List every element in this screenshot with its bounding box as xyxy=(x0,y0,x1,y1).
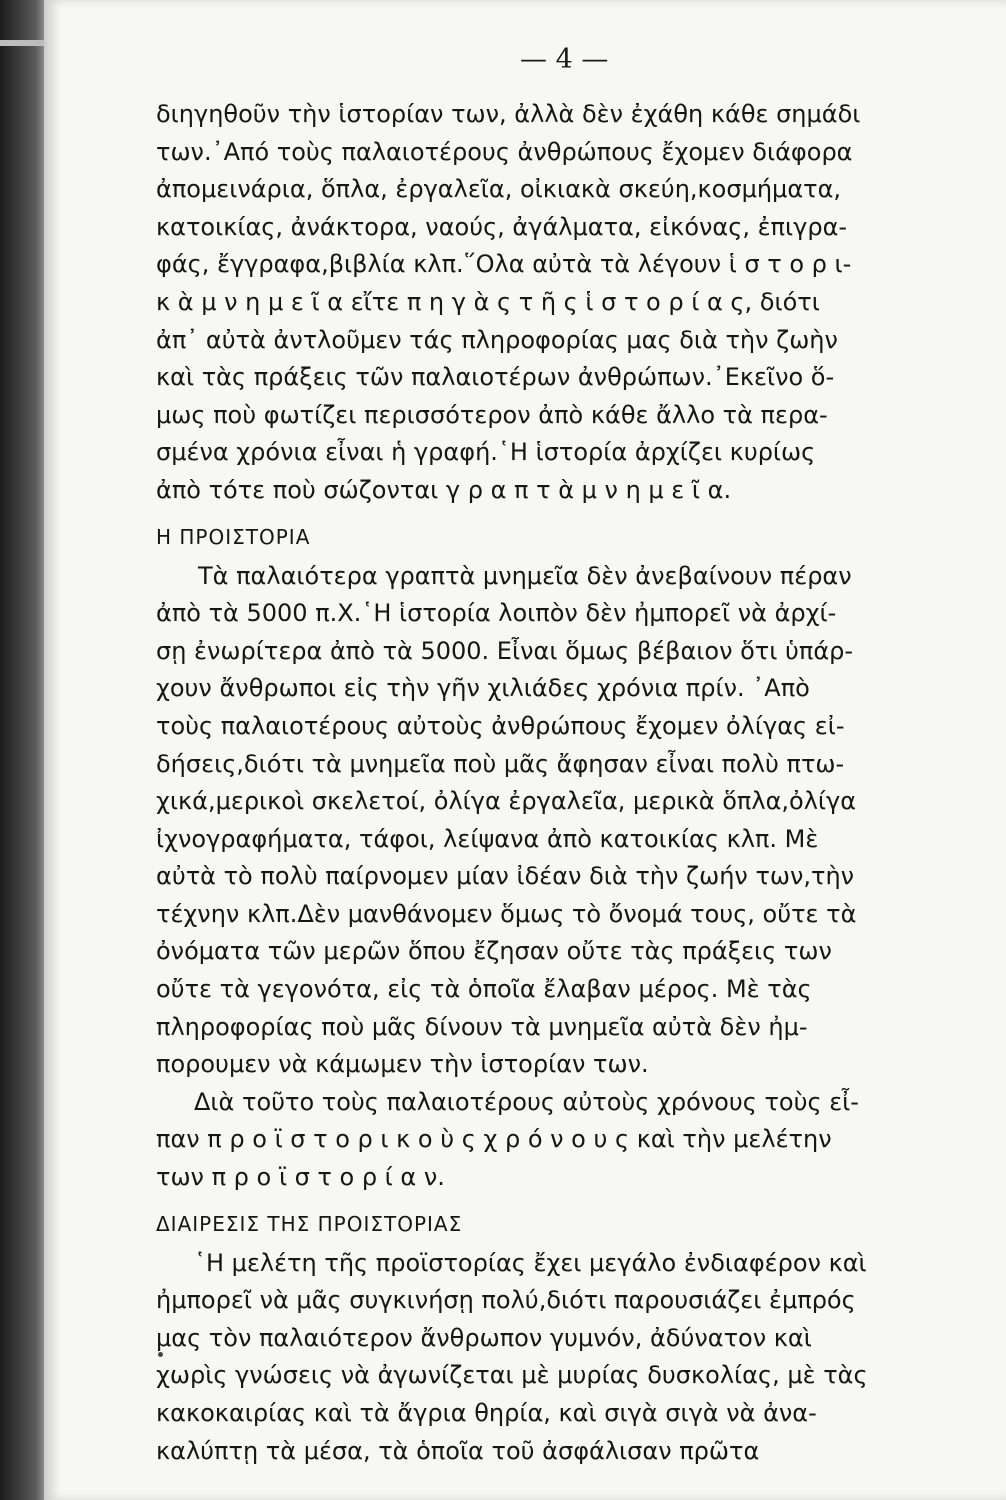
text-line: δήσεις,διότι τὰ μνημεῖα ποὺ μᾶς ἄφησαν εἶναι πολὺ πτω- xyxy=(156,749,845,778)
text-line: των.᾿Από τοὺς παλαιοτέρους ἀνθρώπους ἔχομεν διάφορα xyxy=(156,137,853,166)
text-line: σῃ ἐνωρίτερα ἀπὸ τὰ 5000. Εἶναι ὅμως βέβαιον ὅτι ὑπάρ- xyxy=(156,636,854,665)
binding-fold xyxy=(0,40,44,46)
text-line: πορουμεν νὰ κάμωμεν τὴν ἱστορίαν των. xyxy=(156,1050,649,1079)
text-line: ἀπὸ τὰ 5000 π.Χ.῾Η ἱστορία λοιπὸν δὲν ἠμπορεῖ νὰ ἀρχί- xyxy=(156,599,837,628)
text-line: κατοικίας, ἀνάκτορα, ναούς, ἀγάλματα, εἰκόνας, ἐπιγρα- xyxy=(156,212,848,241)
text-line: πληροφορίας ποὺ μᾶς δίνουν τὰ μνημεῖα αὐτὰ δὲν ἠμ- xyxy=(156,1012,808,1041)
binding-edge xyxy=(0,0,44,1500)
text-line: μως ποὺ φωτίζει περισσότερον ἀπὸ κάθε ἄλλο τὰ περα- xyxy=(156,400,828,429)
text-line: ῾Η μελέτη τῆς προϊστορίας ἔχει μεγάλο ἐνδιαφέρον καὶ xyxy=(194,1248,867,1277)
text-line: καλύπτῃ τὰ μέσα, τὰ ὁποῖα τοῦ ἀσφάλισαν πρῶτα xyxy=(156,1436,760,1465)
body-text xyxy=(156,96,986,1470)
text-line: ἠμπορεῖ νὰ μᾶς συγκινήσῃ πολύ,διότι παρουσιάζει ἐμπρός xyxy=(156,1286,856,1315)
text-line: χουν ἄνθρωποι εἰς τὴν γῆν χιλιάδες χρόνια πρίν. ᾿Απὸ xyxy=(156,674,810,703)
text-line: φάς, ἔγγραφα,βιβλία κλπ.῞Ολα αὐτὰ τὰ λέγουν ἱ σ τ ο ρ ι- xyxy=(156,250,852,279)
text-line: χωρὶς γνώσεις νὰ ἀγωνίζεται μὲ μυρίας δυσκολίας, μὲ τὰς xyxy=(156,1361,868,1390)
text-line: Διὰ τοῦτο τοὺς παλαιοτέρους αὐτοὺς χρόνους τοὺς εἶ- xyxy=(194,1087,859,1116)
text-line: σμένα χρόνια εἶναι ἡ γραφή.῾Η ἱστορία ἀρχίζει κυρίως xyxy=(156,438,816,467)
text-line: τέχνην κλπ.Δὲν μανθάνομεν ὅμως τὸ ὄνομά τους, οὔτε τὰ xyxy=(156,899,857,928)
text-line: των π ρ ο ϊ σ τ ο ρ ί α ν. xyxy=(156,1163,445,1192)
text-line: κακοκαιρίας καὶ τὰ ἄγρια θηρία, καὶ σιγὰ σιγὰ νὰ ἀνα- xyxy=(156,1399,817,1427)
text-line: χικά,μερικοὶ σκελετοί, ὀλίγα ἐργαλεῖα, μερικὰ ὅπλα,ὀλίγα xyxy=(156,787,857,816)
text-line: ἀπομεινάρια, ὅπλα, ἐργαλεῖα, οἰκιακὰ σκεύη,κοσμήματα, xyxy=(156,175,842,204)
text-line: Τὰ παλαιότερα γραπτὰ μνημεῖα δὲν ἀνεβαίνουν πέραν xyxy=(198,561,852,590)
page-number: — 4 — xyxy=(520,44,609,75)
text-line: παν π ρ ο ϊ σ τ ο ρ ι κ ο ὺ ς χ ρ ό ν ο υ ς καὶ τὴν μελέτην xyxy=(156,1125,832,1154)
text-line: αὐτὰ τὸ πολὺ παίρνομεν μίαν ἰδέαν διὰ τὴν ζωήν των,τὴν xyxy=(156,862,855,891)
ink-speck xyxy=(158,1352,163,1357)
text-line: ἰχνογραφήματα, τάφοι, λείψανα ἀπὸ κατοικίας κλπ. Μὲ xyxy=(156,824,819,853)
text-line: καὶ τὰς πράξεις τῶν παλαιοτέρων ἀνθρώπων.᾿Εκεῖνο ὅ- xyxy=(156,363,835,392)
text-line: μας τὸν παλαιότερον ἄνθρωπον γυμνόν, ἀδύνατον καὶ xyxy=(156,1323,812,1352)
text-line: τοὺς παλαιοτέρους αὐτοὺς ἀνθρώπους ἔχομεν ὀλίγας εἰ- xyxy=(156,711,845,740)
text-line: ἀπὸ τότε ποὺ σώζονται γ ρ α π τ ὰ μ ν η μ ε ῖ α. xyxy=(156,475,732,504)
text-line: κ ὰ μ ν η μ ε ῖ α εἴτε π η γ ὰ ς τ ῆ ς ἱ σ τ ο ρ ί α ς, διότι xyxy=(156,287,820,316)
text-line: διηγηθοῦν τὴν ἱστορίαν των, ἀλλὰ δὲν ἐχάθη κάθε σημάδι xyxy=(156,100,861,128)
section-heading-prehistory: Η ΠΡΟΙΣΤΟΡΙΑ xyxy=(156,524,311,549)
section-heading-divisions: ΔΙΑΙΡΕΣΙΣ ΤΗΣ ΠΡΟΙΣΤΟΡΙΑΣ xyxy=(156,1211,463,1236)
text-line: ὀνόματα τῶν μερῶν ὅπου ἔζησαν οὔτε τὰς πράξεις των xyxy=(156,937,832,966)
text-line: ἀπ᾿ αὐτὰ ἀντλοῦμεν τάς πληροφορίας μας διὰ τὴν ζωὴν xyxy=(156,325,838,354)
text-line: οὔτε τὰ γεγονότα, εἰς τὰ ὁποῖα ἔλαβαν μέρος. Μὲ τὰς xyxy=(156,975,812,1004)
